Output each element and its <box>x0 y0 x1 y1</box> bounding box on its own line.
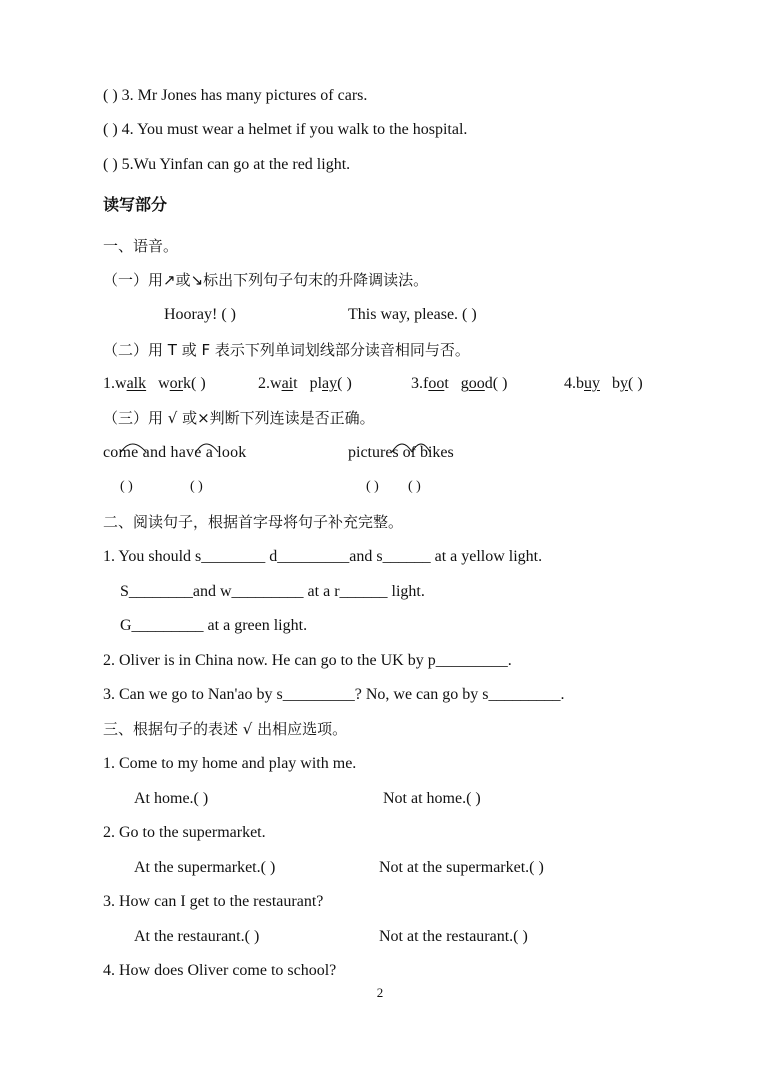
word-pair-1: 1.walk work( ) <box>103 375 206 392</box>
part3-heading: 三、根据句子的表述 √ 出相应选项。 <box>103 720 348 738</box>
part3-option-1a: At home.( ) <box>134 790 209 807</box>
part3-question-1: 1. Come to my home and play with me. <box>103 755 357 772</box>
word-pair-3: 3.foot good( ) <box>411 375 508 392</box>
linking-phrase-1: come and have a look <box>103 444 247 461</box>
word-pair-2: 2.wait play( ) <box>258 375 352 392</box>
part3-option-3a: At the restaurant.( ) <box>134 928 260 945</box>
part3-option-3b: Not at the restaurant.( ) <box>379 928 528 945</box>
part2-line-3: G_________ at a green light. <box>120 617 308 634</box>
part1-sub1: （一）用↗或↘标出下列句子句末的升降调读法。 <box>103 271 429 289</box>
linking-blank-3: ( ) <box>366 479 379 494</box>
part3-option-1b: Not at home.( ) <box>383 790 481 807</box>
page-number: 2 <box>376 985 384 1000</box>
linking-blank-2: ( ) <box>190 479 203 494</box>
section-title: 读写部分 <box>103 195 168 214</box>
part1-sub3: （三）用 √ 或×判断下列连读是否正确。 <box>103 409 375 427</box>
linking-blank-4: ( ) <box>408 479 421 494</box>
linking-phrase-2: pictures of bikes <box>348 444 454 461</box>
part2-heading: 二、阅读句子，根据首字母将句子补充完整。 <box>103 513 404 531</box>
part1-sub2: （二）用 T 或 F 表示下列单词划线部分读音相同与否。 <box>103 341 470 359</box>
part3-question-4: 4. How does Oliver come to school? <box>103 962 337 979</box>
part2-line-1: 1. You should s________ d_________and s______ at a yellow light. <box>103 548 543 565</box>
listening-item-5: ( ) 5.Wu Yinfan can go at the red light. <box>103 156 351 173</box>
listening-item-4: ( ) 4. You must wear a helmet if you walk to the hospital. <box>103 121 468 138</box>
part3-question-2: 2. Go to the supermarket. <box>103 824 266 841</box>
part2-line-5: 3. Can we go to Nan'ao by s_________? No, we can go by s_________. <box>103 686 565 703</box>
part1-heading: 一、语音。 <box>103 237 179 255</box>
part3-option-2b: Not at the supermarket.( ) <box>379 859 544 876</box>
part2-line-4: 2. Oliver is in China now. He can go to the UK by p_________. <box>103 652 512 669</box>
part3-option-2a: At the supermarket.( ) <box>134 859 276 876</box>
part3-question-3: 3. How can I get to the restaurant? <box>103 893 324 910</box>
word-pair-4: 4.buy by( ) <box>564 375 643 392</box>
intonation-item-b: This way, please. ( ) <box>348 306 477 323</box>
intonation-item-a: Hooray! ( ) <box>164 306 236 323</box>
listening-item-3: ( ) 3. Mr Jones has many pictures of cars. <box>103 87 368 104</box>
linking-blank-1: ( ) <box>120 479 133 494</box>
part2-line-2: S________and w_________ at a r______ light. <box>120 583 425 600</box>
